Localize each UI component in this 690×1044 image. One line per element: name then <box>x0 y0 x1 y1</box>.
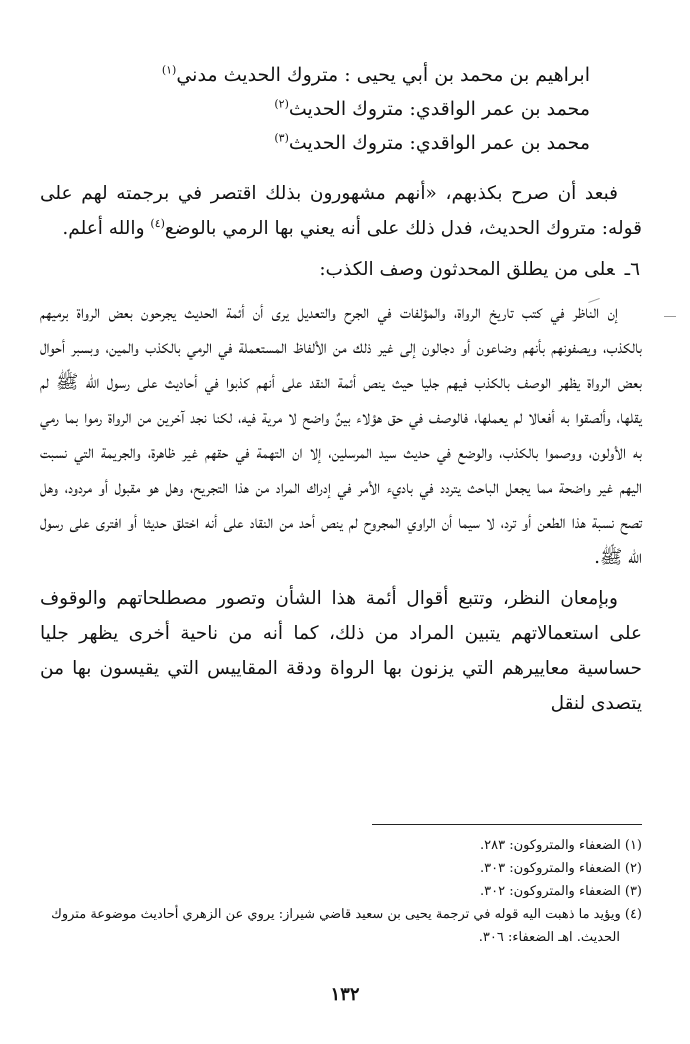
main-text <box>40 176 642 725</box>
section-title: على من يطلق المحدثون وصف الكذب: <box>319 259 615 280</box>
paragraph-conclusion <box>40 176 642 246</box>
footnotes <box>38 834 642 949</box>
section-heading <box>40 252 642 287</box>
footnote-ref[interactable]: (١) <box>161 63 177 77</box>
narrator-line <box>70 126 590 160</box>
narrator-list <box>70 58 590 160</box>
footnote-ref[interactable]: (٢) <box>274 97 289 111</box>
narrator-text: ابراهيم بن محمد بن أبي يحيى : متروك الحديث مدني <box>176 64 590 86</box>
section-number: ٦ـ <box>624 259 640 280</box>
page-number: ١٣٢ <box>330 984 360 1005</box>
footnote: (٤) ويؤيد ما ذهبت اليه قوله في ترجمة يحيى بن سعيد قاضي شيراز: يروي عن الزهري أحاديث موضوعة متروك <box>51 907 642 922</box>
footnote: (٣) الضعفاء والمتروكون: ٣٠٢. <box>480 884 642 899</box>
paragraph-text-end: والله أعلم. <box>62 218 151 239</box>
margin-mark <box>664 316 676 317</box>
paragraph-liars: إن الناظر في كتب تاريخ الرواة، والمؤلفات في الجرح والتعديل يرى أن أئمة الحديث يجرحون بعض الرواة برميهم بالكذب، ويصفونهم بأنهم وضاعون أو دجالون إلى غير ذلك من الألفاظ المستعملة في الرمي بالكذب والمين، وبسبر أحوال بعض الرواة يظهر الوصف بالكذب فيهم جليا حيث ينص أئمة النقد على أنهم كذبوا في أحاديث على رسول الله ﷺ لم يقلها، وألصقوا به أفعالا لم يعملها، فالوصف في حق هؤلاء بينٌ واضح لا مرية فيه، لكنا نجد آخرين من الرواة رموا بما رمي به الأولون، ووصموا بالكذب، والوضع في حديث سيد المرسلين، إلا ان التهمة في حقهم غير ظاهرة، والجريمة التي نسبت اليهم غير واضحة مما يجعل الباحث يتردد في باديء الأمر في إدراك المراد من هذا التجريح، وهل هو مقبول أو مردود، وهل تصح نسبة هذا الطعن أو ترد، لا سيما أن الراوي المجروح لم ينص أحد من النقاد على أنه اختلق حديثا أو افترى على رسول الله ﷺ. <box>40 302 642 568</box>
narrator-line <box>70 58 590 92</box>
footnote-ref[interactable]: (٤) <box>150 216 165 230</box>
footnote-ref[interactable]: (٣) <box>274 131 289 145</box>
footnote: (١) الضعفاء والمتروكون: ٢٨٣. <box>480 838 642 853</box>
footnote-divider <box>372 824 642 825</box>
footnote: (٢) الضعفاء والمتروكون: ٣٠٣. <box>480 861 642 876</box>
paragraph-text: فبعد أن صرح بكذبهم، «أنهم مشهورون بذلك اقتصر في برجمته لهم على قوله: متروك الحديث، فدل ذلك على أنه يعني بها الرمي بالوضع <box>40 183 642 239</box>
footnote-continuation: الحديث. اهـ الضعفاء: ٣٠٦. <box>478 930 620 945</box>
narrator-text: محمد بن عمر الواقدي: متروك الحديث <box>288 132 590 154</box>
paragraph-scrutiny: وبإمعان النظر، وتتبع أقوال أئمة هذا الشأن وتصور مصطلحاتهم والوقوف على استعمالاتهم يتبين المراد من ذلك، كما أنه من ناحية أخرى يظهر جليا حساسية معاييرهم التي يزنون بها الرواة ودقة المقاييس التي يقيسون بها من يتصدى لنقل <box>40 588 642 714</box>
narrator-text: محمد بن عمر الواقدي: متروك الحديث <box>288 98 590 120</box>
narrator-line <box>70 92 590 126</box>
